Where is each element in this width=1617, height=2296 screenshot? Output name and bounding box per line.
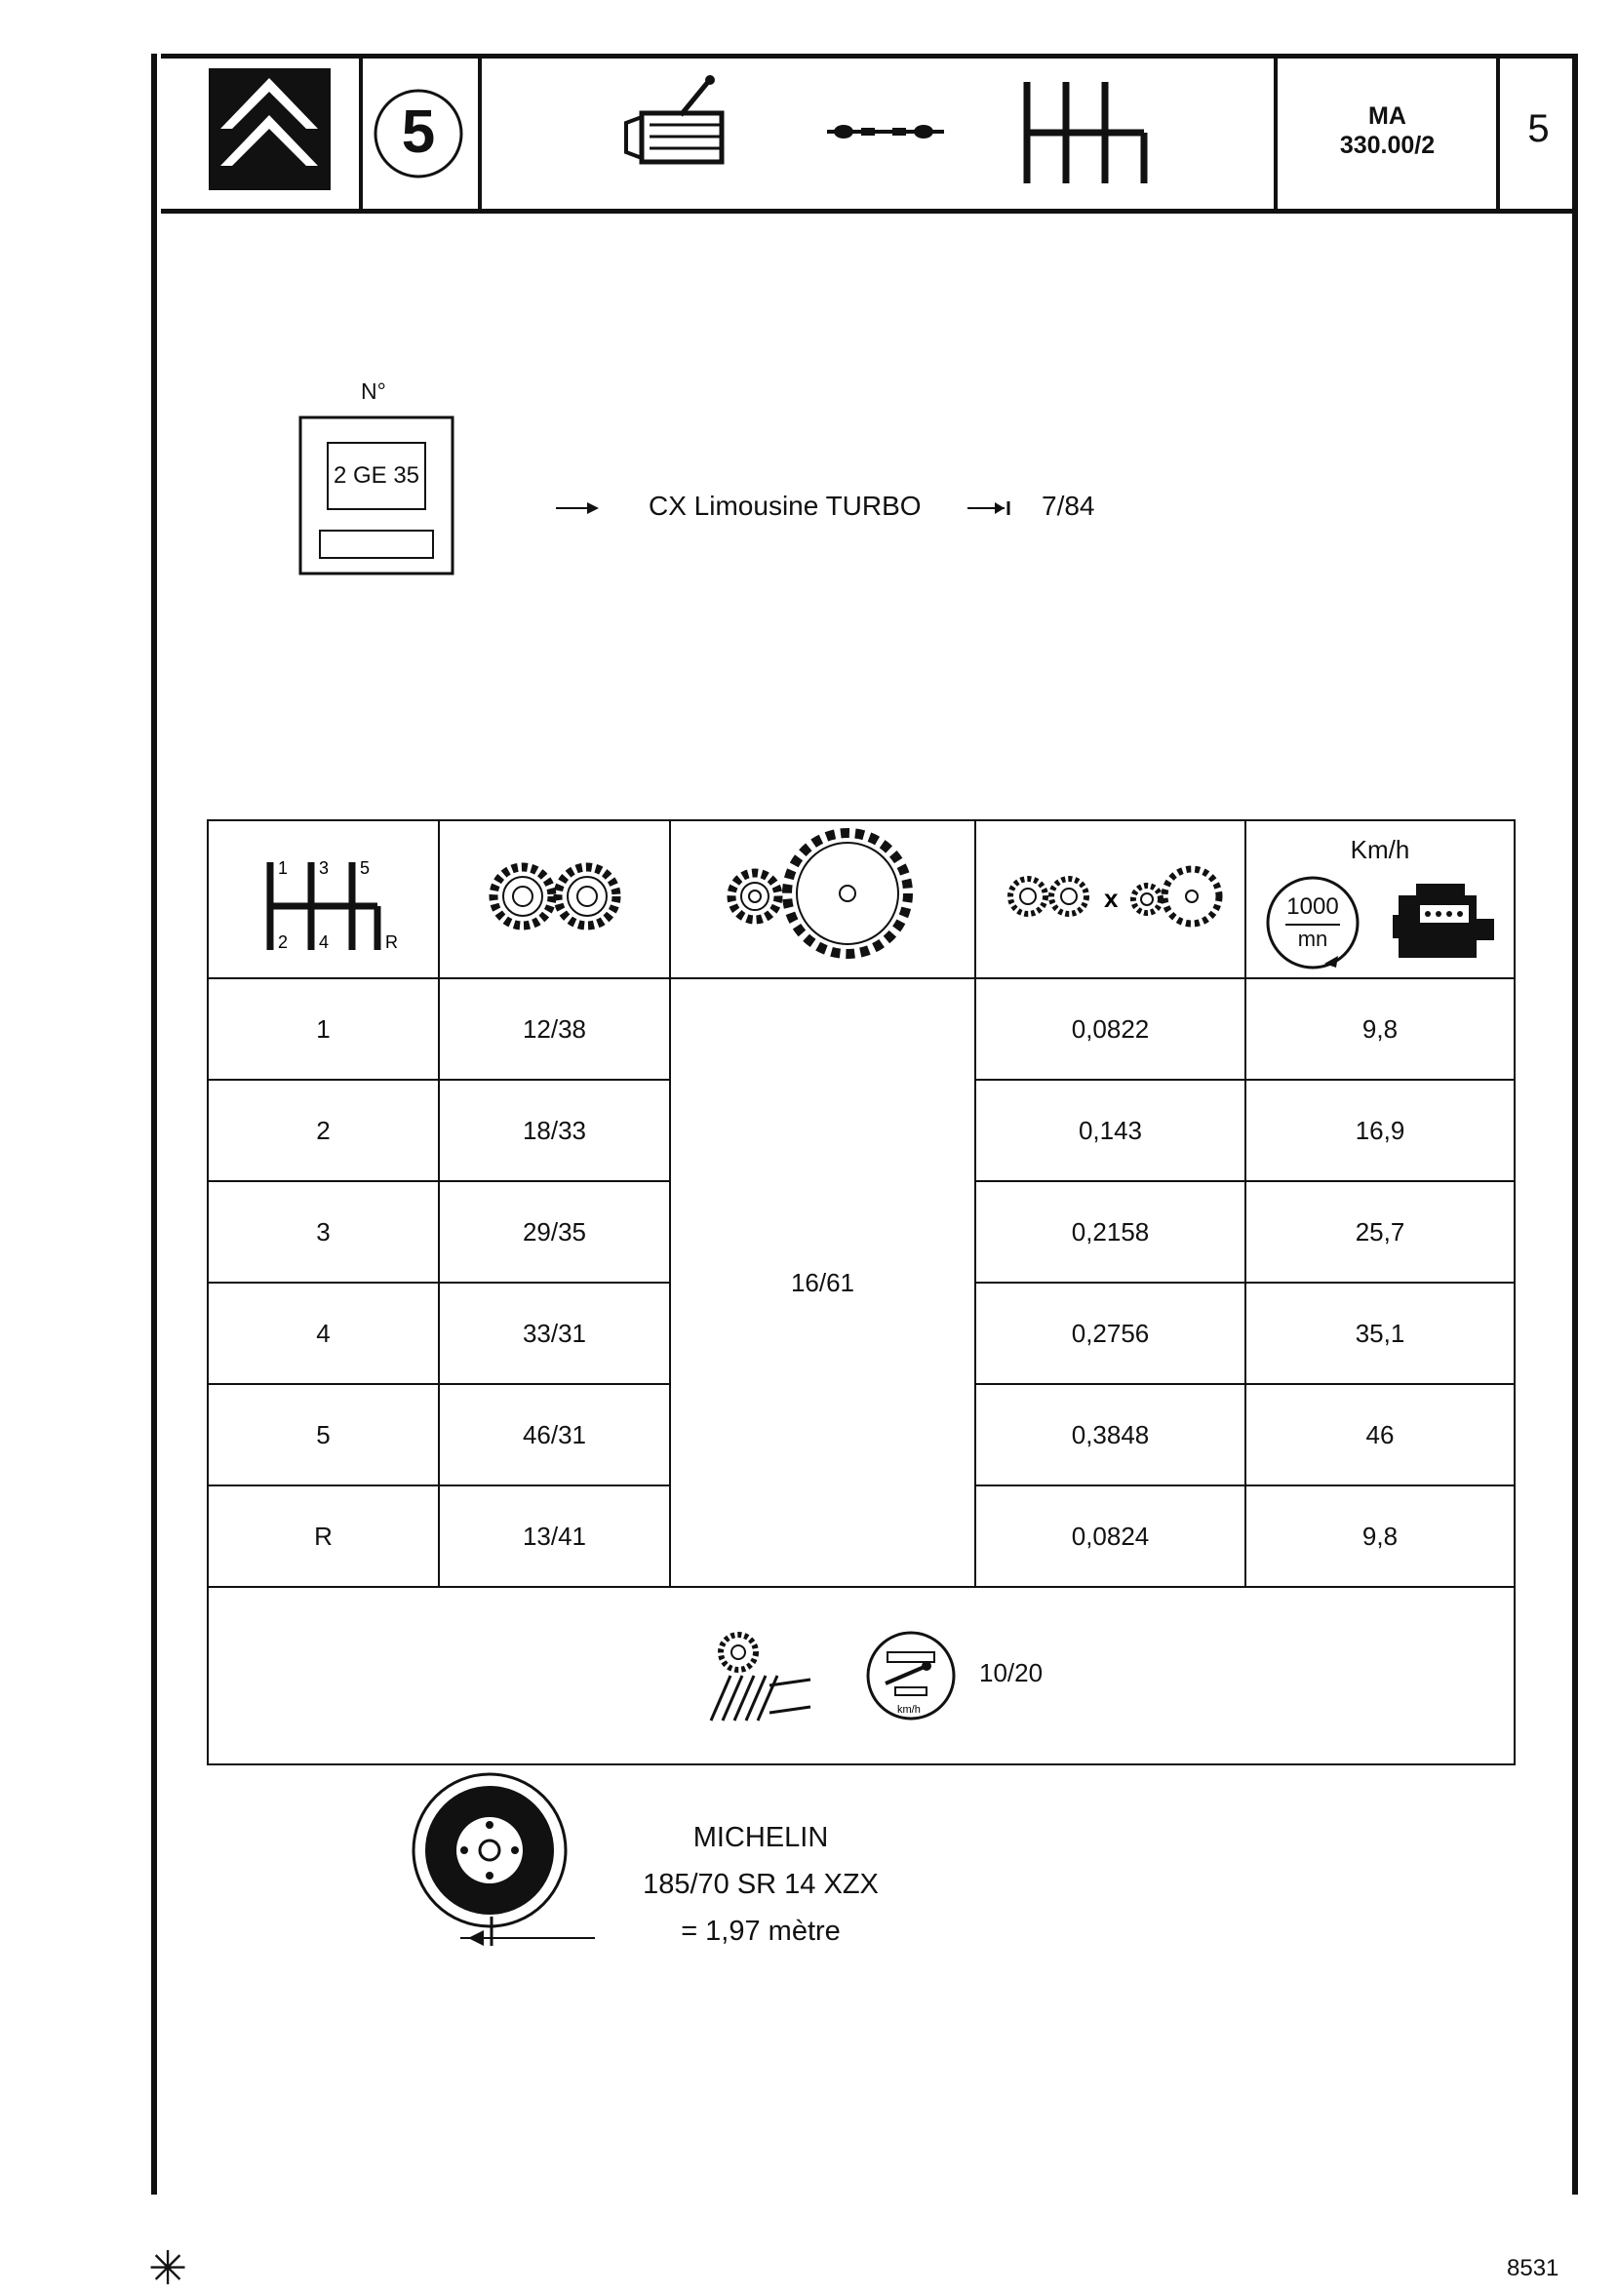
header-separator	[161, 209, 1578, 214]
page-code: 8531	[1507, 2255, 1559, 2281]
driveshaft-icon	[822, 117, 949, 146]
rpm-top: 1000	[1286, 893, 1339, 920]
final-drive-gears-icon	[706, 823, 940, 970]
gearbox-ratio-cell: 18/33	[439, 1080, 670, 1181]
speedometer-icon	[864, 1629, 958, 1722]
shift-label: R	[384, 931, 398, 952]
until-date: 7/84	[1042, 491, 1095, 521]
engine-icon	[1393, 876, 1500, 970]
overall-ratio-cell: 0,3848	[975, 1384, 1245, 1485]
page-frame-right	[1572, 54, 1578, 2195]
document-code-line1: MA	[1368, 102, 1406, 130]
tyre-size: 185/70 SR 14 XZX	[643, 1869, 879, 1900]
until-arrow-icon	[966, 498, 1014, 518]
shift-label: 3	[318, 857, 329, 878]
table-row	[208, 978, 1515, 1080]
gear-ratio-table	[207, 819, 1516, 1765]
citroen-chevron-logo	[209, 68, 331, 190]
header-speed-cell	[1245, 820, 1515, 978]
speed-cell: 16,9	[1245, 1080, 1515, 1181]
speed-header: Km/h	[1350, 835, 1410, 864]
gear-pair-icon	[472, 848, 638, 945]
gearbox-ratio-cell: 13/41	[439, 1485, 670, 1587]
combined-ratio-icon	[989, 852, 1233, 940]
footer-marker: ✳	[148, 2243, 188, 2295]
header-gear-cell	[208, 820, 439, 978]
page-frame-top	[161, 54, 1578, 59]
gear-cell: 5	[208, 1384, 439, 1485]
header-final-drive-cell	[670, 820, 975, 978]
final-drive-cell: 16/61	[670, 978, 975, 1587]
shift-label: 1	[277, 857, 288, 878]
number-label: N°	[361, 378, 386, 404]
shift-pattern-icon	[1019, 78, 1156, 187]
speed-cell: 9,8	[1245, 978, 1515, 1080]
shift-label: 5	[359, 857, 370, 878]
gearbox-icon	[622, 74, 730, 172]
tyre-specification	[605, 1814, 917, 1955]
identification-plate-icon	[298, 416, 454, 575]
speed-cell: 46	[1245, 1384, 1515, 1485]
header-divider	[478, 54, 482, 213]
arrow-right-icon	[554, 498, 601, 518]
gear-cell: 2	[208, 1080, 439, 1181]
rpm-dial-icon	[1264, 874, 1361, 971]
chapter-number: 5	[401, 99, 436, 166]
header-overall-ratio-cell	[975, 820, 1245, 978]
page-frame-left	[151, 54, 157, 2195]
gear-cell: 1	[208, 978, 439, 1080]
gearbox-ratio-cell: 33/31	[439, 1283, 670, 1384]
overall-ratio-cell: 0,0822	[975, 978, 1245, 1080]
shift-label: 2	[277, 931, 288, 952]
wheel-icon	[410, 1770, 605, 1956]
plate-code: 2 GE 35	[333, 462, 420, 489]
svg-text:x: x	[1103, 883, 1118, 913]
speed-cell: 35,1	[1245, 1283, 1515, 1384]
gearbox-ratio-cell: 46/31	[439, 1384, 670, 1485]
shift-pattern-icon	[241, 833, 407, 960]
speedometer-unit: km/h	[897, 1704, 921, 1716]
document-code-line2: 330.00/2	[1339, 132, 1436, 159]
speedometer-drive-ratio: 10/20	[979, 1658, 1044, 1687]
overall-ratio-cell: 0,2158	[975, 1181, 1245, 1283]
tyre-circumference: = 1,97 mètre	[681, 1916, 841, 1947]
speedometer-drive-cell	[208, 1587, 1515, 1764]
overall-ratio-cell: 0,0824	[975, 1485, 1245, 1587]
overall-ratio-cell: 0,143	[975, 1080, 1245, 1181]
speed-cell: 9,8	[1245, 1485, 1515, 1587]
gear-cell: 3	[208, 1181, 439, 1283]
gearbox-ratio-cell: 12/38	[439, 978, 670, 1080]
table-header-row	[208, 820, 1515, 978]
gear-cell: 4	[208, 1283, 439, 1384]
header-gearbox-ratio-cell	[439, 820, 670, 978]
speed-cell: 25,7	[1245, 1181, 1515, 1283]
rpm-bottom: mn	[1297, 927, 1328, 951]
shift-label: 4	[318, 931, 329, 952]
gearbox-ratio-cell: 29/35	[439, 1181, 670, 1283]
document-code	[1278, 101, 1497, 160]
gear-cell: R	[208, 1485, 439, 1587]
vehicle-name: CX Limousine TURBO	[649, 491, 922, 521]
sheet-number: 5	[1527, 107, 1550, 150]
tyre-brand: MICHELIN	[692, 1822, 829, 1853]
header-divider	[359, 54, 363, 213]
speedometer-drive-gear-icon	[701, 1623, 818, 1730]
overall-ratio-cell: 0,2756	[975, 1283, 1245, 1384]
speedometer-row	[208, 1587, 1515, 1764]
